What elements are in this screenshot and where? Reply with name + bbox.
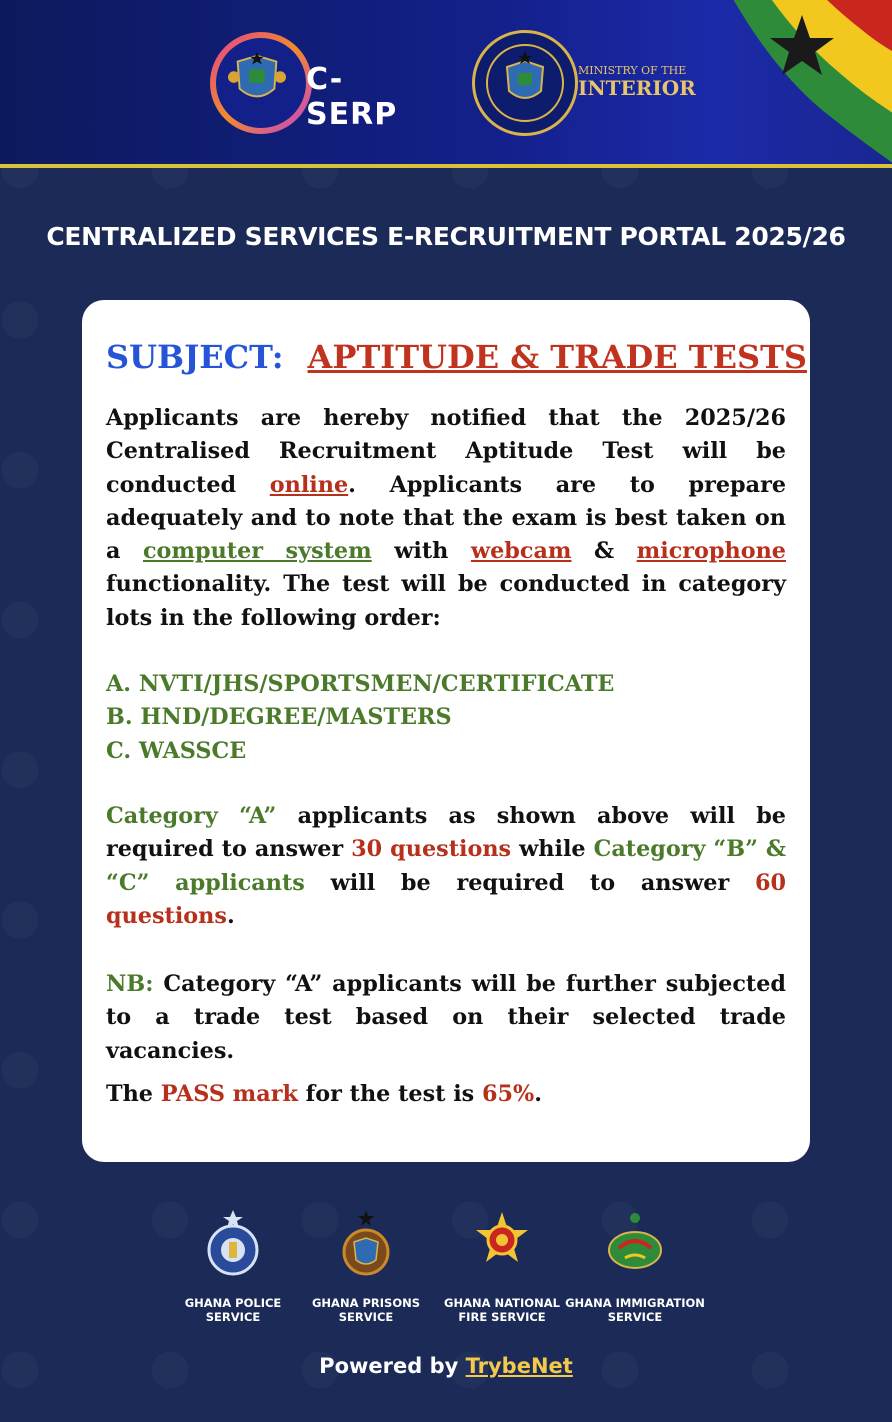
notice-paragraph-nb [106,968,786,1068]
intro-text-3: with [371,538,471,565]
powered-by-brand-link[interactable]: TrybeNet [465,1354,573,1378]
fire-service-badge-icon [470,1208,534,1278]
questions-text-4: . [226,902,235,929]
questions-text-3: will be required to answer [304,869,755,896]
category-a-label: Category “A” [106,803,277,829]
list-item: B. HND/DEGREE/MASTERS [106,704,452,731]
microphone-highlight: microphone [636,538,786,565]
intro-text-4: & [571,538,637,565]
cserp-wordmark: C-SERP [306,62,398,132]
agency-name: GHANA NATIONAL FIRE SERVICE [444,1296,560,1324]
agency-name: GHANA PRISONS SERVICE [311,1296,421,1324]
notice-paragraph-questions [106,800,786,933]
pass-text: The [106,1081,161,1107]
pass-mark-label: PASS mark [160,1081,298,1107]
pass-text-3: . [534,1081,542,1107]
agency-fire [432,1208,572,1324]
category-bc-label: Category “B” & “C” applicants [106,836,787,896]
police-badge-icon [201,1208,265,1278]
subject-line [106,338,807,376]
header-banner [0,0,892,164]
immigration-badge-icon [603,1208,667,1278]
intro-text-2: . Applicants are to prepare adequately and to note that the exam is best taken on a [106,471,787,565]
questions-text: applicants as shown above will be required to answer [106,803,786,863]
nb-label: NB: [106,971,154,997]
subject-label: SUBJECT: [106,338,284,376]
powered-by [0,1354,892,1378]
online-highlight: online [269,471,349,498]
powered-by-text: Powered by [319,1354,466,1378]
agency-police [163,1208,303,1324]
ministry-seal-icon [472,30,578,136]
subject-value: APTITUDE & TRADE TESTS [307,338,807,376]
ministry-logo [472,30,702,134]
prisons-badge-icon [334,1208,398,1278]
notice-card [82,300,810,1162]
computer-system-highlight: computer system [142,538,372,565]
notice-paragraph-pass-mark [106,1078,786,1111]
questions-text-2: while [511,836,594,863]
webcam-highlight: webcam [470,538,572,565]
ghana-flag-icon [672,0,892,164]
coat-of-arms-icon [228,50,286,108]
agency-logos [170,1208,730,1328]
portal-title: CENTRALIZED SERVICES E-RECRUITMENT PORTAL 2025/26 [46,222,846,251]
pass-text-2: for the test is [297,1081,483,1107]
ministry-label-top: MINISTRY OF THE [578,64,687,77]
notice-paragraph-intro [106,402,786,635]
list-item: C. WASSCE [106,737,247,764]
intro-text: Applicants are hereby notified that the 2025/26 Centralised Recruitment Aptitude Test will be conducted [106,405,786,498]
list-item: A. NVTI/JHS/SPORTSMEN/CERTIFICATE [106,671,615,697]
agency-name: GHANA POLICE SERVICE [184,1296,282,1324]
thirty-questions: 30 questions [351,836,512,863]
cserp-logo [210,32,430,132]
agency-prisons [296,1208,436,1324]
intro-text-5: functionality. The test will be conducted in category lots in the following order: [106,571,786,631]
header-divider [0,164,892,168]
pass-mark-value: 65% [482,1081,535,1107]
sixty-questions: 60 questions [106,869,786,929]
ministry-label-main: INTERIOR [578,76,696,100]
category-list [106,668,786,768]
agency-immigration [565,1208,705,1324]
agency-name: GHANA IMMIGRATION SERVICE [565,1296,705,1324]
nb-text: Category “A” applicants will be further subjected to a trade test based on their selected trade vacancies. [106,971,786,1064]
